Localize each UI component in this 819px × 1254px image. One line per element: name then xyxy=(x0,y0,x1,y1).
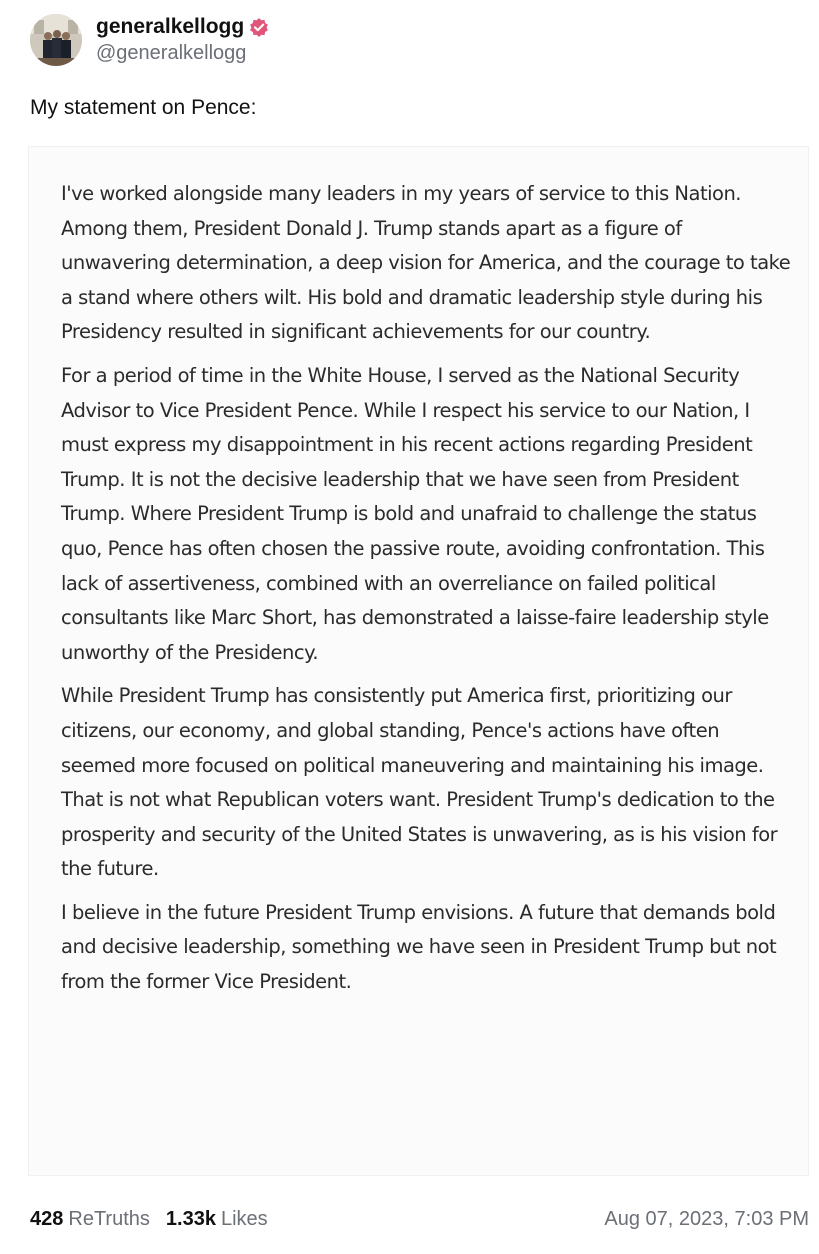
likes-stat[interactable] xyxy=(166,1208,268,1231)
avatar-photo-icon xyxy=(30,14,82,66)
retruths-label: ReTruths xyxy=(68,1208,150,1230)
retruths-count: 428 xyxy=(30,1208,64,1230)
post-text: My statement on Pence: xyxy=(30,96,257,119)
statement-paragraph-4: I believe in the future President Trump envisions. A future that demands bold and decisive leadership, something we have seen in President Trump but not from the former Vice President. xyxy=(61,900,777,994)
verified-badge-icon xyxy=(249,17,269,37)
retruths-stat[interactable] xyxy=(30,1208,150,1231)
post-header xyxy=(30,14,269,66)
statement-image[interactable] xyxy=(28,146,809,1176)
avatar[interactable] xyxy=(30,14,82,66)
statement-paragraph-1: I've worked alongside many leaders in my years of service to this Nation. Among them, President Donald J. Trump stands apart as a figure of unwavering determination, a deep vision for America, and the courage to take a stand where others wilt. His bold and dramatic leadership style during his Presidency resulted in significant achievements for our country. xyxy=(61,182,791,344)
name-row xyxy=(96,15,269,39)
user-handle[interactable]: @generalkellogg xyxy=(96,42,247,65)
statement-body xyxy=(61,177,791,1009)
post-stats xyxy=(30,1208,268,1231)
statement-paragraph-3: While President Trump has consistently put America first, prioritizing our citizens, our economy, and global standing, Pence's actions have often seemed more focused on political maneuvering and maintaining his image. That is not what Republican voters want. President Trump's dedication to the prosperity and security of the United States is unwavering, as is his vision for the future. xyxy=(61,684,778,881)
statement-paragraph-2: For a period of time in the White House, I served as the National Security Advisor to Vice President Pence. While I respect his service to our Nation, I must express my disappointment in his recent actions regarding President Trump. It is not the decisive leadership that we have seen from President Trump. Where President Trump is bold and unafraid to challenge the status quo, Pence has often chosen the passive route, avoiding confrontation. This lack of assertiveness, combined with an overreliance on failed political consultants like Marc Short, has demonstrated a laisse-faire leadership style unworthy of the Presidency. xyxy=(61,363,769,664)
display-name[interactable]: generalkellogg xyxy=(96,14,245,38)
likes-count: 1.33k xyxy=(165,1208,216,1230)
likes-label: Likes xyxy=(220,1208,268,1230)
post-footer xyxy=(30,1208,809,1231)
author-identity xyxy=(96,15,269,65)
post-timestamp[interactable]: Aug 07, 2023, 7:03 PM xyxy=(604,1208,809,1230)
